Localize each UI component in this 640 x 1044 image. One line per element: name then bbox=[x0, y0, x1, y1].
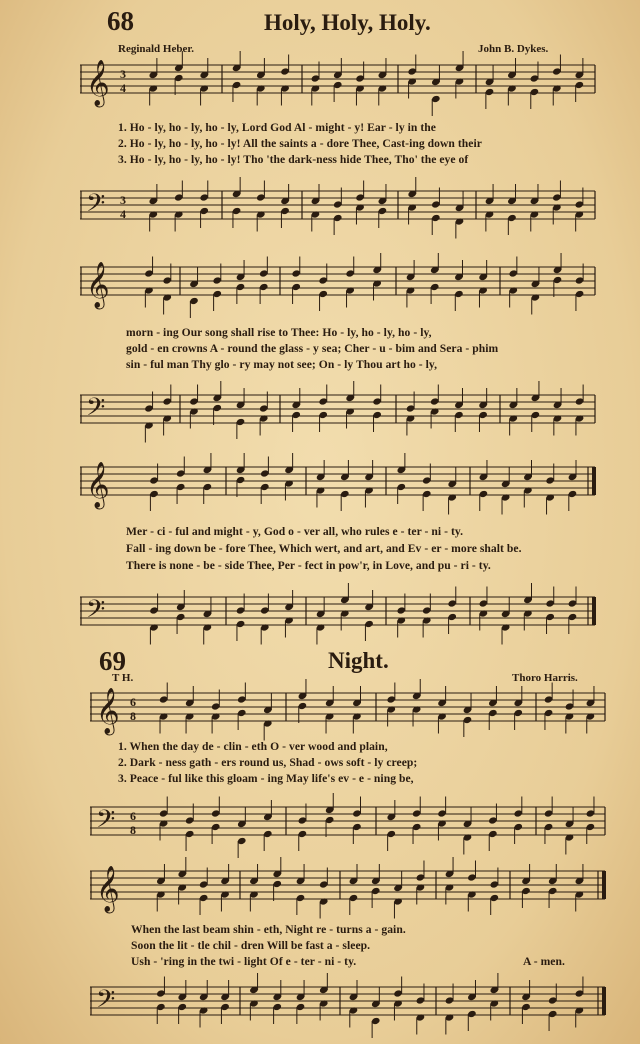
lyric-line: 2. Dark - ness gath - ers round us, Shad - ows soft - ly creep; bbox=[118, 756, 418, 769]
amen-lyric: A - men. bbox=[523, 955, 565, 968]
music-credit: John B. Dykes. bbox=[478, 43, 549, 55]
hymn-title: Night. bbox=[328, 648, 389, 673]
svg-text:6: 6 bbox=[130, 809, 136, 823]
treble-staff bbox=[80, 262, 600, 312]
bass-staff bbox=[80, 390, 600, 440]
lyric-line: Ush - 'ring in the twi - light Of e - ter - ni - ty. bbox=[131, 955, 357, 968]
bass-clef-icon: 𝄢 bbox=[96, 985, 116, 1020]
bass-clef-icon: 𝄢 bbox=[86, 189, 106, 224]
lyric-line: 3. Ho - ly, ho - ly, ho - ly! Tho 'the dark-ness hide Thee, Tho' the eye of bbox=[118, 153, 469, 166]
lyric-line: 1. Ho - ly, ho - ly, ho - ly, Lord God Al - might - y! Ear - ly in the bbox=[118, 121, 436, 134]
lyric-line: Fall - ing down be - fore Thee, Which wert, and art, and Ev - er - more shalt be. bbox=[126, 542, 522, 555]
lyric-line: There is none - be - side Thee, Per - fect in pow'r, in Love, and pu - ri - ty. bbox=[126, 559, 491, 572]
treble-clef-icon: 𝄞 bbox=[86, 462, 110, 508]
bass-staff bbox=[90, 802, 610, 852]
bass-staff bbox=[80, 186, 600, 236]
treble-clef-icon: 𝄞 bbox=[96, 866, 120, 912]
svg-text:8: 8 bbox=[130, 709, 136, 723]
lyric-line: morn - ing Our song shall rise to Thee: Ho - ly, ho - ly, ho - ly, bbox=[126, 326, 432, 339]
svg-text:3: 3 bbox=[120, 193, 126, 207]
treble-staff bbox=[90, 866, 610, 916]
svg-text:8: 8 bbox=[130, 823, 136, 837]
words-credit: T H. bbox=[112, 672, 134, 684]
bass-staff bbox=[90, 982, 610, 1032]
lyric-line: sin - ful man Thy glo - ry may not see; On - ly Thou art ho - ly, bbox=[126, 358, 438, 371]
hymn-number: 69 bbox=[99, 646, 126, 676]
svg-text:4: 4 bbox=[120, 81, 126, 95]
lyric-line: When the last beam shin - eth, Night re - turns a - gain. bbox=[131, 923, 406, 936]
lyric-line: 1. When the day de - clin - eth O - ver wood and plain, bbox=[118, 740, 388, 753]
svg-text:6: 6 bbox=[130, 695, 136, 709]
hymn-title: Holy, Holy, Holy. bbox=[264, 10, 431, 35]
lyric-line: Mer - ci - ful and might - y, God o - ver all, who rules e - ter - ni - ty. bbox=[126, 525, 464, 538]
treble-clef-icon: 𝄞 bbox=[86, 262, 110, 308]
hymn-number: 68 bbox=[107, 6, 134, 36]
treble-staff bbox=[80, 60, 600, 110]
svg-text:3: 3 bbox=[120, 67, 126, 81]
treble-clef-icon: 𝄞 bbox=[86, 60, 110, 106]
lyric-line: 2. Ho - ly, ho - ly, ho - ly! All the saints a - dore Thee, Cast-ing down their bbox=[118, 137, 482, 150]
bass-staff bbox=[80, 592, 600, 642]
music-credit: Thoro Harris. bbox=[512, 672, 578, 684]
lyric-line: Soon the lit - tle chil - dren Will be fast a - sleep. bbox=[131, 939, 371, 952]
lyric-line: gold - en crowns A - round the glass - y sea; Cher - u - bim and Sera - phim bbox=[126, 342, 499, 355]
bass-clef-icon: 𝄢 bbox=[86, 393, 106, 428]
bass-clef-icon: 𝄢 bbox=[86, 595, 106, 630]
svg-text:4: 4 bbox=[120, 207, 126, 221]
bass-clef-icon: 𝄢 bbox=[96, 805, 116, 840]
treble-staff bbox=[90, 688, 610, 738]
treble-staff bbox=[80, 462, 600, 512]
lyric-line: 3. Peace - ful like this gloam - ing May life's ev - e - ning be, bbox=[118, 772, 414, 785]
words-credit: Reginald Heber. bbox=[118, 43, 194, 55]
treble-clef-icon: 𝄞 bbox=[96, 688, 120, 734]
